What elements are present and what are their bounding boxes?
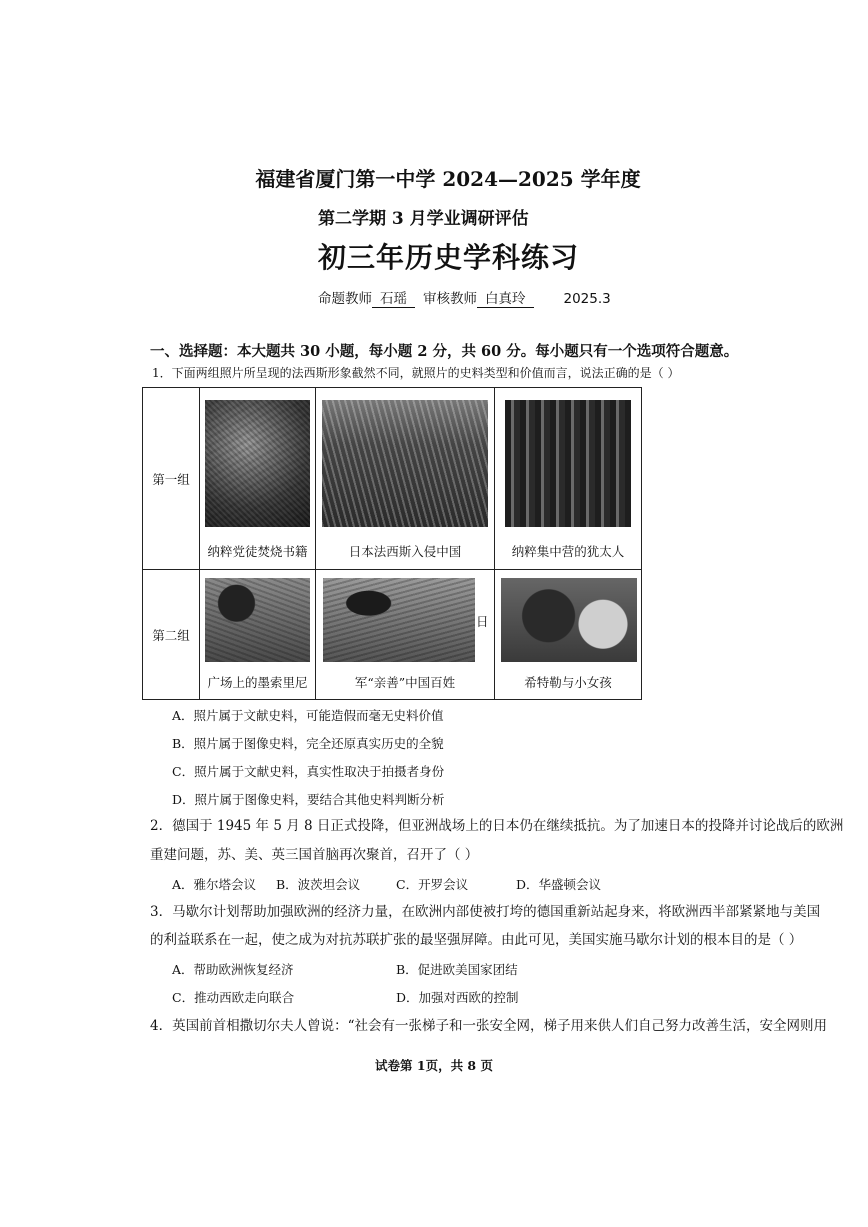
question-1-stem: 1．下面两组照片所呈现的法西斯形象截然不同，就照片的史料类型和价值而言，说法正确的是（ ） (152, 366, 680, 380)
q1-option-b: B．照片属于图像史料，完全还原真实历史的全貌 (172, 736, 444, 751)
photo-mussolini (205, 578, 310, 662)
setter-label: 命题教师 (318, 291, 372, 307)
reviewer-label: 审核教师 (423, 291, 477, 307)
q2-option-c: C．开罗会议 (396, 877, 469, 892)
question-3-stem-line1: 3．马歇尔计划帮助加强欧洲的经济力量，在欧洲内部使被打垮的德国重新站起身来，将欧洲西半部紧紧地与美国 (150, 904, 821, 920)
photo-table (142, 387, 642, 700)
reviewer-name: 白真玲 (477, 287, 534, 308)
photo-japan-invasion (322, 400, 488, 527)
title-exam-name: 第二学期 3 月学业调研评估 (318, 209, 529, 229)
photo-japanese-soldier (323, 578, 475, 662)
setter-name: 石瑶 (372, 287, 415, 308)
photo-cell (200, 570, 315, 699)
q2-option-d: D．华盛顿会议 (516, 877, 602, 892)
section-heading: 一、选择题：本大题共 30 小题，每小题 2 分，共 60 分。每小题只有一个选项符合题意。 (150, 343, 739, 360)
photo-caption: 军“亲善”中国百姓 (354, 675, 456, 690)
q3-option-b: B．促进欧美国家团结 (396, 962, 518, 977)
q1-option-a: A．照片属于文献史料，可能造假而毫无史料价值 (172, 708, 444, 723)
q1-option-d: D．照片属于图像史料，要结合其他史料判断分析 (172, 792, 445, 807)
page-footer: 试卷第 1页，共 8 页 (375, 1058, 493, 1073)
photo-cell (316, 388, 494, 569)
side-char: 日 (476, 614, 489, 629)
photo-cell (200, 388, 315, 569)
question-3-stem-line2: 的利益联系在一起，使之成为对抗苏联扩张的最坚强屏障。由此可见，美国实施马歇尔计划的根本目的是（ ） (150, 932, 803, 948)
row-label-group1: 第一组 (143, 388, 200, 570)
photo-caption: 希特勒与小女孩 (524, 675, 612, 690)
q3-option-c: C．推动西欧走向联合 (172, 990, 295, 1005)
photo-concentration-camp (505, 400, 631, 527)
photo-caption: 纳粹集中营的犹太人 (511, 544, 625, 559)
row-label-group2: 第二组 (143, 570, 200, 700)
exam-date: 2025.3 (563, 291, 611, 307)
question-2-stem-line2: 重建问题，苏、美、英三国首脑再次聚首，召开了（ ） (150, 847, 479, 863)
q2-option-a: A．雅尔塔会议 (172, 877, 257, 892)
q1-option-c: C．照片属于文献史料，真实性取决于拍摄者身份 (172, 764, 445, 779)
photo-caption: 纳粹党徒焚烧书籍 (207, 544, 308, 559)
q2-option-b: B．波茨坦会议 (276, 877, 361, 892)
q3-option-d: D．加强对西欧的控制 (396, 990, 519, 1005)
question-4-stem-line1: 4．英国前首相撒切尔夫人曾说：“社会有一张梯子和一张安全网，梯子用来供人们自己努力改善生活，安全网则用 (150, 1018, 827, 1034)
question-2-stem-line1: 2．德国于 1945 年 5 月 8 日正式投降，但亚洲战场上的日本仍在继续抵抗。为了加速日本的投降并讨论战后的欧洲 (150, 818, 844, 834)
photo-cell (495, 388, 641, 569)
photo-cell (495, 570, 641, 699)
photo-hitler-girl (501, 578, 637, 662)
photo-caption: 日本法西斯入侵中国 (348, 544, 462, 559)
title-school-year: 福建省厦门第一中学 2024—2025 学年度 (255, 167, 641, 191)
photo-cell (316, 570, 494, 699)
photo-book-burning (205, 400, 310, 527)
q3-option-a: A．帮助欧洲恢复经济 (172, 962, 294, 977)
exam-meta-line (318, 287, 611, 308)
title-subject: 初三年历史学科练习 (318, 241, 580, 274)
photo-caption: 广场上的墨索里尼 (207, 675, 308, 690)
